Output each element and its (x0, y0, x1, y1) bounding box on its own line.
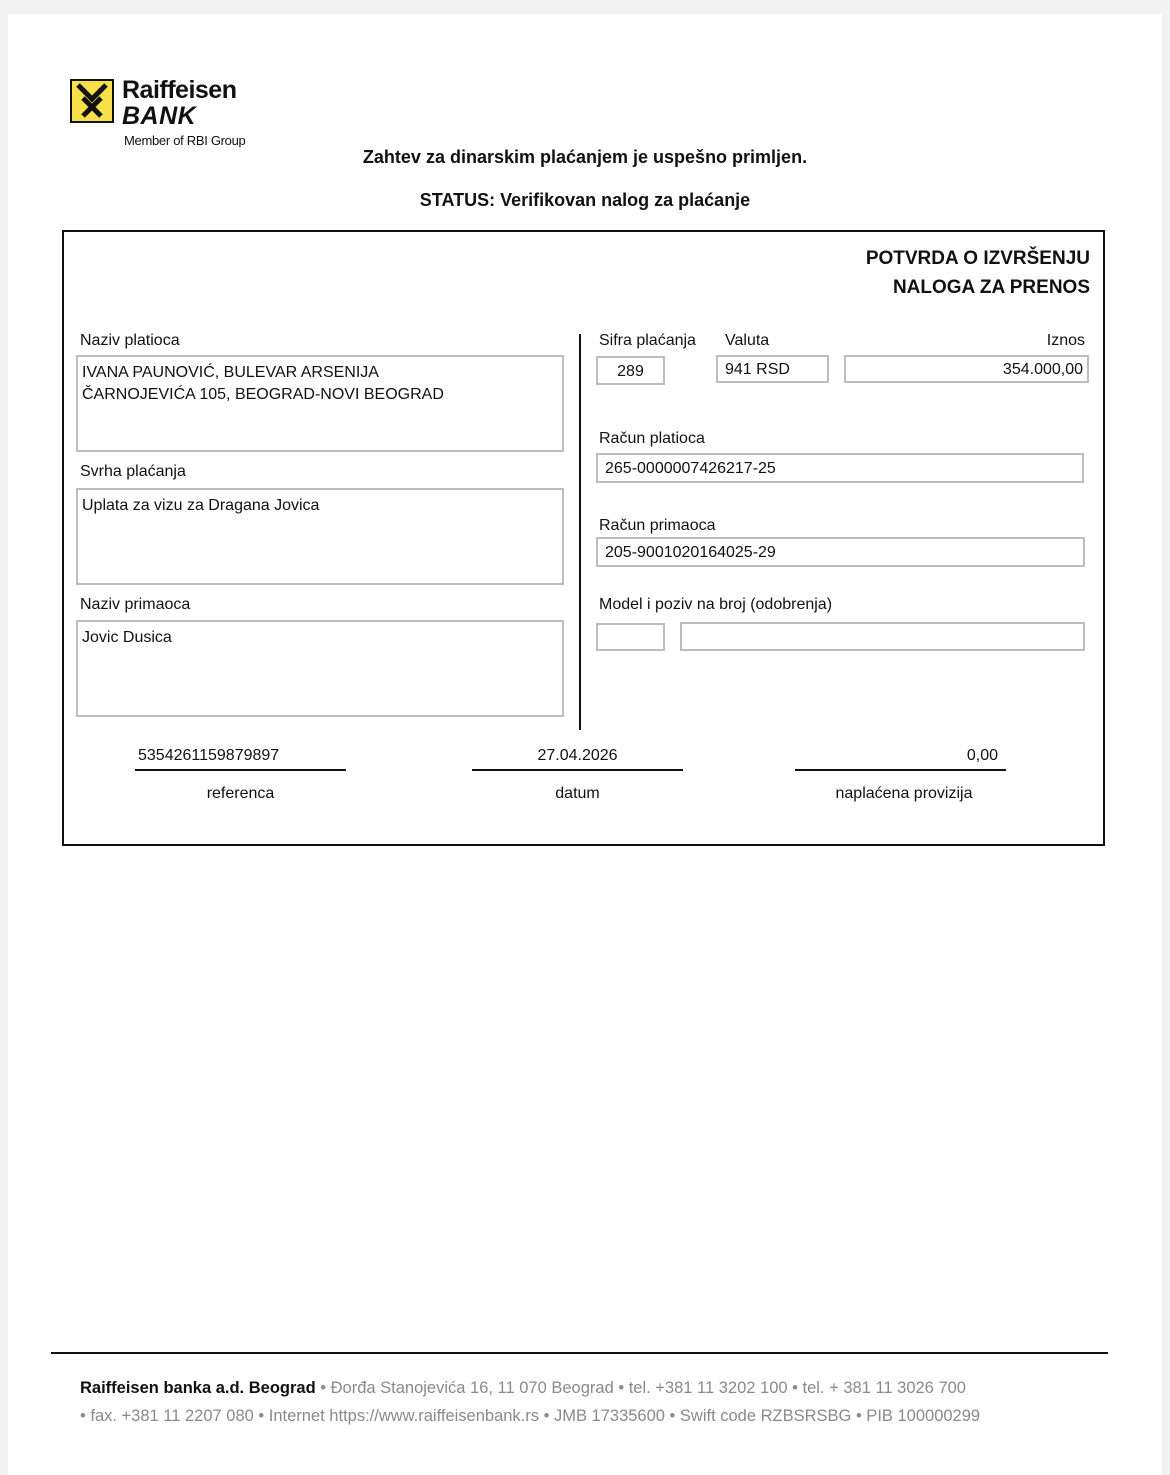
payment-code-label: Sifra plaćanja (599, 332, 696, 349)
confirmation-headline: Zahtev za dinarskim plaćanjem je uspešno primljen. (362, 147, 808, 167)
raiffeisen-gable-cross-icon (70, 79, 114, 123)
reference-caption: referenca (206, 785, 275, 802)
currency-field (716, 355, 829, 383)
column-divider (579, 334, 581, 730)
form-title (866, 244, 1090, 302)
model-label: Model i poziv na broj (odobrenja) (599, 596, 833, 613)
payer-name-line2: ČARNOJEVIĆA 105, BEOGRAD-NOVI BEOGRAD (82, 386, 444, 403)
currency-label: Valuta (725, 332, 770, 349)
reference-number-field (680, 622, 1085, 651)
footer-address: • Đorđa Stanojevića 16, 11 070 Beograd • tel. +381 11 3202 100 • tel. + 381 11 3026 700 (315, 1379, 966, 1397)
recipient-account-field (596, 537, 1085, 567)
date-caption: datum (555, 785, 600, 802)
purpose-label: Svrha plaćanja (80, 463, 186, 480)
footer-line2: • fax. +381 11 2207 080 • Internet https://www.raiffeisenbank.rs • JMB 17335600 • Swift code RZBSRSBG • PIB 100000299 (80, 1407, 981, 1425)
footer-company: Raiffeisen banka a.d. Beograd (80, 1379, 316, 1397)
logo-subtitle: Member of RBI Group (124, 133, 246, 148)
status-line: STATUS: Verifikovan nalog za plaćanje (419, 190, 751, 210)
payment-code-field (596, 356, 665, 385)
logo-bank: BANK (122, 102, 197, 130)
amount-label: Iznos (1046, 332, 1085, 349)
payer-account-field (596, 453, 1084, 483)
date-underline (472, 769, 683, 771)
purpose-field (76, 488, 564, 585)
payer-account-value: 265-0000007426217-25 (605, 460, 776, 477)
payment-code-value: 289 (617, 363, 644, 380)
reference-underline (135, 769, 346, 771)
payer-name-line1: IVANA PAUNOVIĆ, BULEVAR ARSENIJA (82, 364, 379, 381)
form-title-line1: POTVRDA O IZVRŠENJU (865, 248, 1090, 269)
logo-name: Raiffeisen (122, 76, 237, 104)
fee-underline (795, 769, 1006, 771)
date-value: 27.04.2026 (537, 747, 618, 764)
transfer-confirmation-box (62, 230, 1105, 846)
footer-line1 (80, 1374, 980, 1402)
amount-value: 354.000,00 (1002, 361, 1083, 378)
document-page (8, 14, 1162, 1475)
recipient-name-value: Jovic Dusica (82, 629, 172, 646)
form-title-line2: NALOGA ZA PRENOS (892, 277, 1090, 298)
footer-rule (51, 1352, 1108, 1354)
fee-caption: naplaćena provizija (835, 785, 973, 802)
purpose-value: Uplata za vizu za Dragana Jovica (82, 497, 320, 514)
reference-value: 5354261159879897 (138, 747, 280, 764)
payer-name-field (76, 355, 564, 452)
recipient-name-field (76, 620, 564, 717)
payer-account-label: Račun platioca (599, 430, 705, 447)
currency-value: 941 RSD (725, 361, 790, 378)
payer-name-label: Naziv platioca (80, 332, 180, 349)
amount-field (844, 355, 1089, 383)
model-field (596, 623, 665, 651)
footer (80, 1374, 980, 1430)
recipient-account-label: Račun primaoca (599, 517, 716, 534)
fee-value: 0,00 (966, 747, 998, 764)
recipient-name-label: Naziv primaoca (80, 596, 191, 613)
recipient-account-value: 205-9001020164025-29 (605, 544, 776, 561)
